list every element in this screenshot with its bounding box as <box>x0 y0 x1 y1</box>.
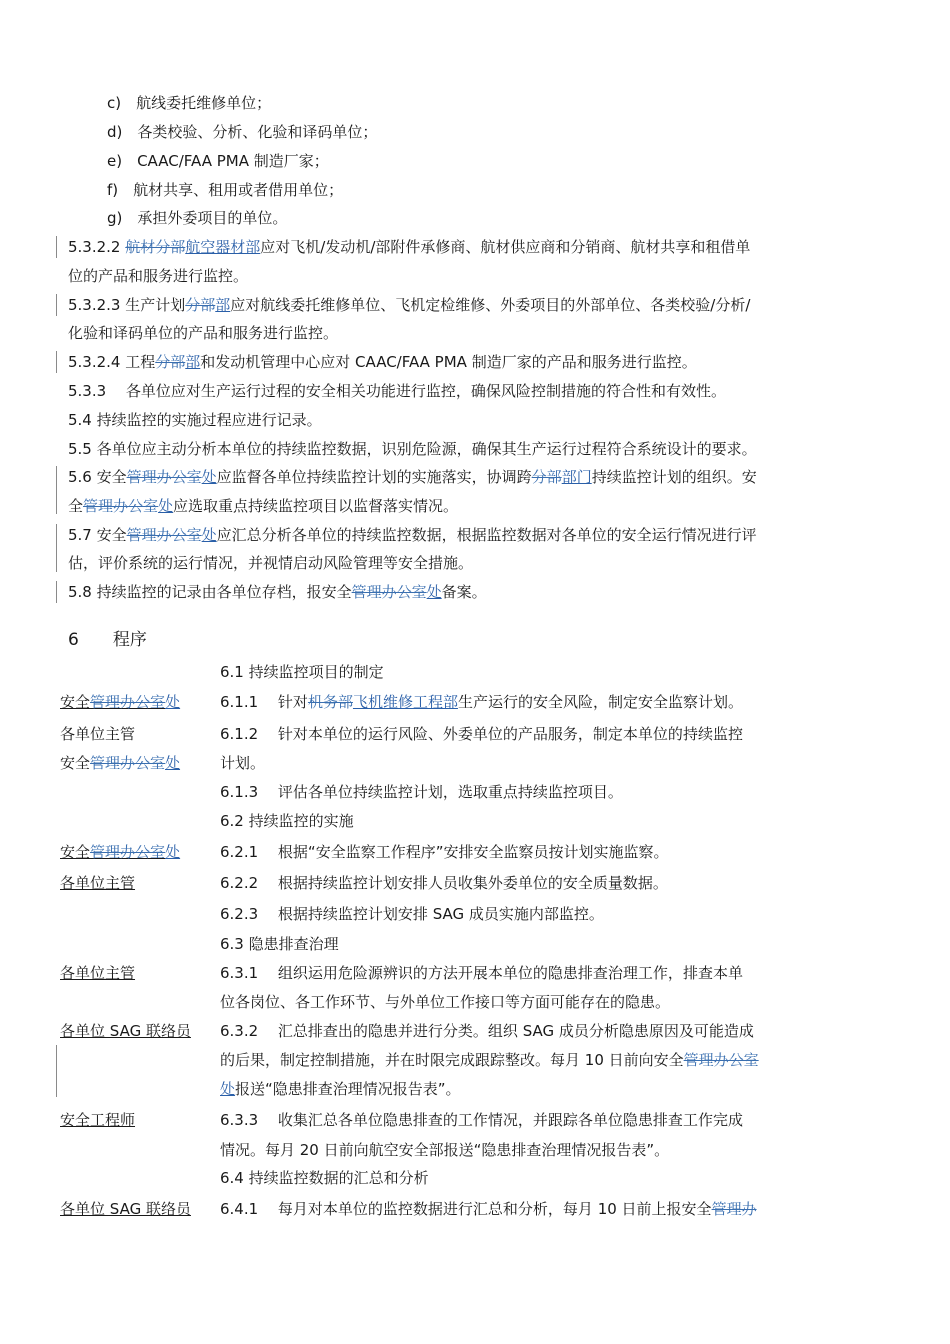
inserted-text: 飞机维修工程部 <box>352 693 458 711</box>
para-6-3-3 <box>220 1110 743 1130</box>
para-5-6-cont <box>68 496 458 516</box>
text-run: 全 <box>68 497 84 515</box>
inserted-text: 处 <box>220 1080 236 1098</box>
inserted-text: 部 <box>185 353 201 371</box>
inserted-text: 部 <box>215 296 231 314</box>
text-run: 持续监控计划的组织。安 <box>591 468 757 486</box>
heading-6-3 <box>220 934 339 954</box>
deleted-text: 管理办公室 <box>351 583 427 601</box>
heading-6-2 <box>220 811 354 831</box>
inserted-text: 部门 <box>561 468 592 486</box>
list-item-f <box>107 180 343 200</box>
deleted-text: 管理办公室 <box>90 693 166 711</box>
deleted-text: 分部 <box>155 353 186 371</box>
text-run: 各单位 SAG 联络员 <box>60 1200 191 1218</box>
text-run: c) 航线委托维修单位； <box>107 94 272 112</box>
para-6-3-3-cont <box>220 1140 669 1160</box>
text-run: 各单位主管 <box>60 874 136 892</box>
para-5-3-2-2 <box>68 237 750 257</box>
text-run: 5.3.2.3 生产计划 <box>68 296 186 314</box>
deleted-text: 管理办公室 <box>126 526 202 544</box>
text-run: e) CAAC/FAA PMA 制造厂家； <box>107 152 329 170</box>
text-run: 6.4 持续监控数据的汇总和分析 <box>220 1169 429 1187</box>
inserted-text: 处 <box>201 468 217 486</box>
para-6-3-2 <box>220 1021 754 1041</box>
text-run: 应对飞机/发动机/部附件承修商、航材供应商和分销商、航材共享和租借单 <box>260 238 751 256</box>
para-6-3-1-cont <box>220 992 670 1012</box>
heading-6-1 <box>220 662 384 682</box>
change-bar <box>56 236 57 258</box>
text-run: 位的产品和服务进行监控。 <box>68 267 249 285</box>
text-run: 6.1.3 评估各单位持续监控计划，选取重点持续监控项目。 <box>220 783 623 801</box>
text-run: 应对航线委托维修单位、飞机定检维修、外委项目的外部单位、各类校验/分析/ <box>230 296 751 314</box>
heading-6-4 <box>220 1168 429 1188</box>
deleted-text: 管理办公室 <box>683 1051 759 1069</box>
deleted-text: 管理办公室 <box>90 843 166 861</box>
change-bar <box>56 294 57 316</box>
text-run: 安全 <box>60 754 91 772</box>
text-run: 情况。每月 20 日前向航空安全部报送“隐患排查治理情况报告表”。 <box>220 1141 670 1159</box>
text-run: 6.1.2 针对本单位的运行风险、外委单位的产品服务，制定本单位的持续监控 <box>220 725 743 743</box>
deleted-text: 机务部 <box>307 693 353 711</box>
para-5-8 <box>68 582 487 602</box>
role-6-1-1 <box>60 692 180 712</box>
para-6-1-2-cont <box>220 753 265 773</box>
para-6-3-2-cont2 <box>220 1079 461 1099</box>
role-6-3-1 <box>60 963 135 983</box>
text-run: 计划。 <box>220 754 266 772</box>
text-run: 化验和译码单位的产品和服务进行监控。 <box>68 324 339 342</box>
para-6-2-2 <box>220 873 668 893</box>
text-run: 的后果，制定控制措施，并在时限完成跟踪整改。每月 10 日前向安全 <box>220 1051 684 1069</box>
text-run: 6.1 持续监控项目的制定 <box>220 663 384 681</box>
role-6-2-2 <box>60 873 135 893</box>
text-run: 备案。 <box>441 583 487 601</box>
inserted-text: 航空器材部 <box>185 238 261 256</box>
text-run: 应汇总分析各单位的持续监控数据，根据监控数据对各单位的安全运行情况进行评 <box>216 526 757 544</box>
deleted-text: 管理办公室 <box>90 754 166 772</box>
text-run: f) 航材共享、租用或者借用单位； <box>107 181 344 199</box>
text-run: 6.3.3 收集汇总各单位隐患排查的工作情况，并跟踪各单位隐患排查工作完成 <box>220 1111 743 1129</box>
text-run: 生产运行的安全风险，制定安全监察计划。 <box>457 693 743 711</box>
text-run: 6.3.2 汇总排查出的隐患并进行分类。组织 SAG 成员分析隐患原因及可能造成 <box>220 1022 754 1040</box>
change-bar <box>56 524 57 572</box>
para-6-3-2-cont <box>220 1050 759 1070</box>
text-run: 各单位主管 <box>60 964 136 982</box>
deleted-text: 管理办公室 <box>83 497 159 515</box>
text-run: 各单位 SAG 联络员 <box>60 1022 191 1040</box>
text-run: 5.3.2.2 <box>68 238 126 256</box>
text-run: 5.5 各单位应主动分析本单位的持续监控数据，识别危险源，确保其生产运行过程符合系统设计的要求。 <box>68 440 757 458</box>
change-bar <box>56 581 57 603</box>
para-5-3-2-3-cont <box>68 323 338 343</box>
role-6-2-1 <box>60 842 180 862</box>
text-run: 和发动机管理中心应对 CAAC/FAA PMA 制造厂家的产品和服务进行监控。 <box>200 353 697 371</box>
deleted-text: 管理办 <box>711 1200 757 1218</box>
para-6-1-2 <box>220 724 743 744</box>
para-6-4-1 <box>220 1199 757 1219</box>
para-6-2-1 <box>220 842 668 862</box>
text-run: g) 承担外委项目的单位。 <box>107 209 288 227</box>
change-bar <box>56 466 57 514</box>
role-6-3-3 <box>60 1110 135 1130</box>
list-item-g <box>107 208 287 228</box>
para-5-3-3 <box>68 381 726 401</box>
text-run: 5.6 安全 <box>68 468 127 486</box>
text-run: 6.3 隐患排查治理 <box>220 935 339 953</box>
inserted-text: 处 <box>426 583 442 601</box>
para-6-2-3 <box>220 904 604 924</box>
text-run: 6.2.3 根据持续监控计划安排 SAG 成员实施内部监控。 <box>220 905 604 923</box>
text-run: 6.2.2 根据持续监控计划安排人员收集外委单位的安全质量数据。 <box>220 874 668 892</box>
para-6-1-1 <box>220 692 743 712</box>
text-run: 应监督各单位持续监控计划的实施落实，协调跨 <box>216 468 532 486</box>
para-5-6 <box>68 467 757 487</box>
para-5-7 <box>68 525 757 545</box>
change-bar <box>56 351 57 373</box>
heading-6 <box>68 630 147 650</box>
list-item-d <box>107 122 377 142</box>
text-run: 位各岗位、各工作环节、与外单位工作接口等方面可能存在的隐患。 <box>220 993 671 1011</box>
para-5-3-2-4 <box>68 352 697 372</box>
deleted-text: 管理办公室 <box>126 468 202 486</box>
list-item-c <box>107 93 271 113</box>
change-bar <box>56 1045 57 1097</box>
deleted-text: 分部 <box>185 296 216 314</box>
text-run: 估，评价系统的运行情况，并视情启动风险管理等安全措施。 <box>68 554 474 572</box>
text-run: 安全 <box>60 843 91 861</box>
inserted-text: 处 <box>201 526 217 544</box>
text-run: 安全工程师 <box>60 1111 136 1129</box>
deleted-text: 分部 <box>531 468 562 486</box>
inserted-text: 处 <box>165 754 181 772</box>
text-run: 各单位主管 <box>60 725 136 743</box>
para-5-4 <box>68 410 322 430</box>
role-6-4-1 <box>60 1199 191 1219</box>
para-5-3-2-2-cont <box>68 266 248 286</box>
para-6-3-1 <box>220 963 743 983</box>
inserted-text: 处 <box>165 843 181 861</box>
text-run: 5.8 持续监控的记录由各单位存档，报安全 <box>68 583 352 601</box>
para-5-7-cont <box>68 553 473 573</box>
text-run: 6.1.1 针对 <box>220 693 308 711</box>
text-run: 6.4.1 每月对本单位的监控数据进行汇总和分析，每月 10 日前上报安全 <box>220 1200 712 1218</box>
deleted-text: 航材分部 <box>125 238 186 256</box>
para-5-5 <box>68 439 757 459</box>
list-item-e <box>107 151 329 171</box>
text-run: 安全 <box>60 693 91 711</box>
text-run: 5.4 持续监控的实施过程应进行记录。 <box>68 411 322 429</box>
text-run: 报送“隐患排查治理情况报告表”。 <box>235 1080 461 1098</box>
role-6-1-2 <box>60 724 135 744</box>
text-run: 6.2 持续监控的实施 <box>220 812 354 830</box>
text-run: 5.3.3 各单位应对生产运行过程的安全相关功能进行监控，确保风险控制措施的符合性和有效性。 <box>68 382 726 400</box>
role-6-1-2b <box>60 753 180 773</box>
text-run: 应选取重点持续监控项目以监督落实情况。 <box>173 497 459 515</box>
text-run: d) 各类校验、分析、化验和译码单位； <box>107 123 378 141</box>
text-run: 6 程序 <box>68 630 147 650</box>
text-run: 6.3.1 组织运用危险源辨识的方法开展本单位的隐患排查治理工作，排查本单 <box>220 964 743 982</box>
para-5-3-2-3 <box>68 295 750 315</box>
inserted-text: 处 <box>158 497 174 515</box>
para-6-1-3 <box>220 782 623 802</box>
text-run: 5.7 安全 <box>68 526 127 544</box>
text-run: 6.2.1 根据“安全监察工作程序”安排安全监察员按计划实施监察。 <box>220 843 669 861</box>
text-run: 5.3.2.4 工程 <box>68 353 156 371</box>
inserted-text: 处 <box>165 693 181 711</box>
role-6-3-2 <box>60 1021 191 1041</box>
